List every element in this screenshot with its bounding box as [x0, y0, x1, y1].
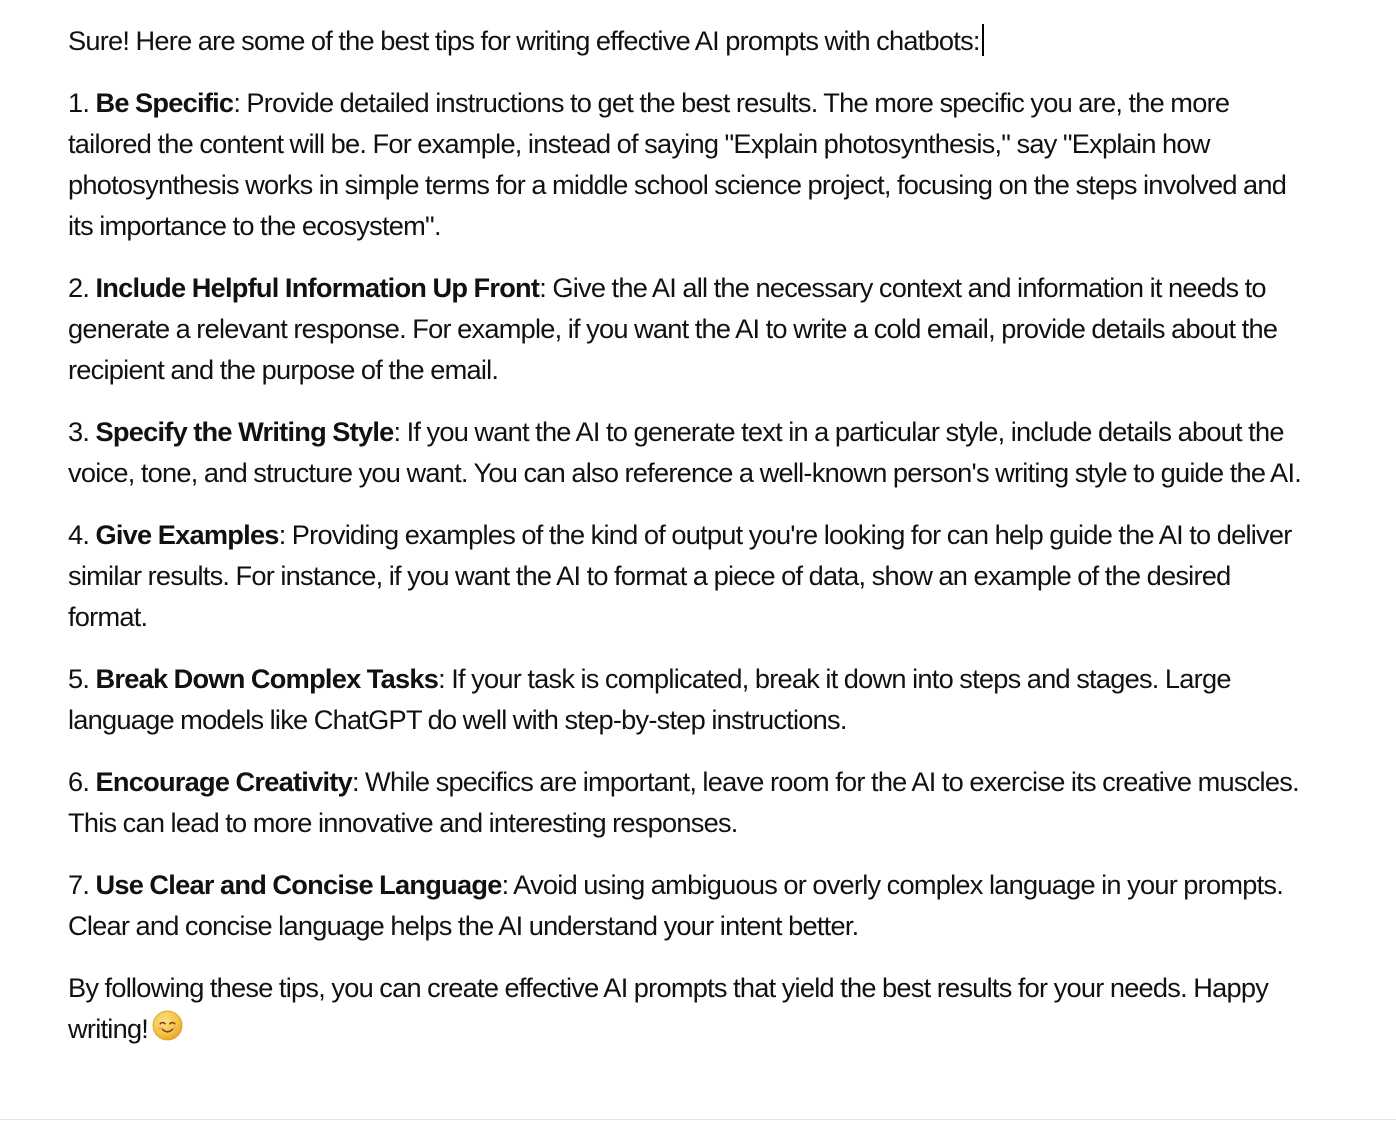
- tip-item: [68, 658, 1303, 740]
- tip-title: Break Down Complex Tasks: [95, 663, 439, 694]
- tip-number: 3.: [68, 416, 96, 447]
- tip-text: : Avoid using ambiguous or overly complex language in your prompts. Clear and concise language helps the AI understand your intent better.: [68, 869, 1284, 941]
- tip-item: [68, 514, 1303, 637]
- tip-text: : Providing examples of the kind of output you're looking for can help guide the AI to deliver similar results. For instance, if you want the AI to format a piece of data, show an example of the desired format.: [68, 519, 1292, 632]
- tip-number: 4.: [68, 519, 96, 550]
- text-cursor: [982, 24, 984, 56]
- tip-number: 1.: [68, 87, 96, 118]
- tip-number: 7.: [68, 869, 96, 900]
- chat-message: [68, 20, 1303, 1070]
- tip-item: [68, 82, 1303, 246]
- tip-title: Encourage Creativity: [95, 766, 352, 797]
- tip-title: Specify the Writing Style: [95, 416, 394, 447]
- tip-item: [68, 864, 1303, 946]
- closing-text: By following these tips, you can create effective AI prompts that yield the best results for your needs. Happy writing!: [68, 972, 1269, 1044]
- bottom-divider: [0, 1119, 1396, 1120]
- tip-text: : If your task is complicated, break it down into steps and stages. Large language models like ChatGPT do well with step-by-step instructions.: [68, 663, 1231, 735]
- message-intro: [68, 20, 1303, 61]
- tip-text: : Give the AI all the necessary context and information it needs to generate a relevant response. For example, if you want the AI to write a cold email, provide details about the recipient and the purpose of the email.: [68, 272, 1278, 385]
- tip-title: Use Clear and Concise Language: [95, 869, 502, 900]
- tip-title: Give Examples: [95, 519, 279, 550]
- smiling-face-icon: [152, 1010, 183, 1041]
- tip-number: 5.: [68, 663, 96, 694]
- tip-item: [68, 761, 1303, 843]
- tip-text: : If you want the AI to generate text in a particular style, include details about the voice, tone, and structure you want. You can also reference a well-known person's writing style to guide the AI.: [68, 416, 1302, 488]
- tip-item: [68, 411, 1303, 493]
- tip-number: 6.: [68, 766, 96, 797]
- tip-text: : Provide detailed instructions to get the best results. The more specific you are, the more tailored the content will be. For example, instead of saying "Explain photosynthesis," say "Explain how photosynthesis works in simple terms for a middle school science project, focusing on the steps involved and its importance to the ecosystem".: [68, 87, 1287, 241]
- tip-text: : While specifics are important, leave room for the AI to exercise its creative muscles. This can lead to more innovative and interesting responses.: [68, 766, 1299, 838]
- message-closing: [68, 967, 1303, 1049]
- tip-number: 2.: [68, 272, 96, 303]
- tip-title: Be Specific: [95, 87, 234, 118]
- tip-title: Include Helpful Information Up Front: [95, 272, 540, 303]
- tip-item: [68, 267, 1303, 390]
- intro-text: Sure! Here are some of the best tips for writing effective AI prompts with chatbots:: [68, 25, 980, 56]
